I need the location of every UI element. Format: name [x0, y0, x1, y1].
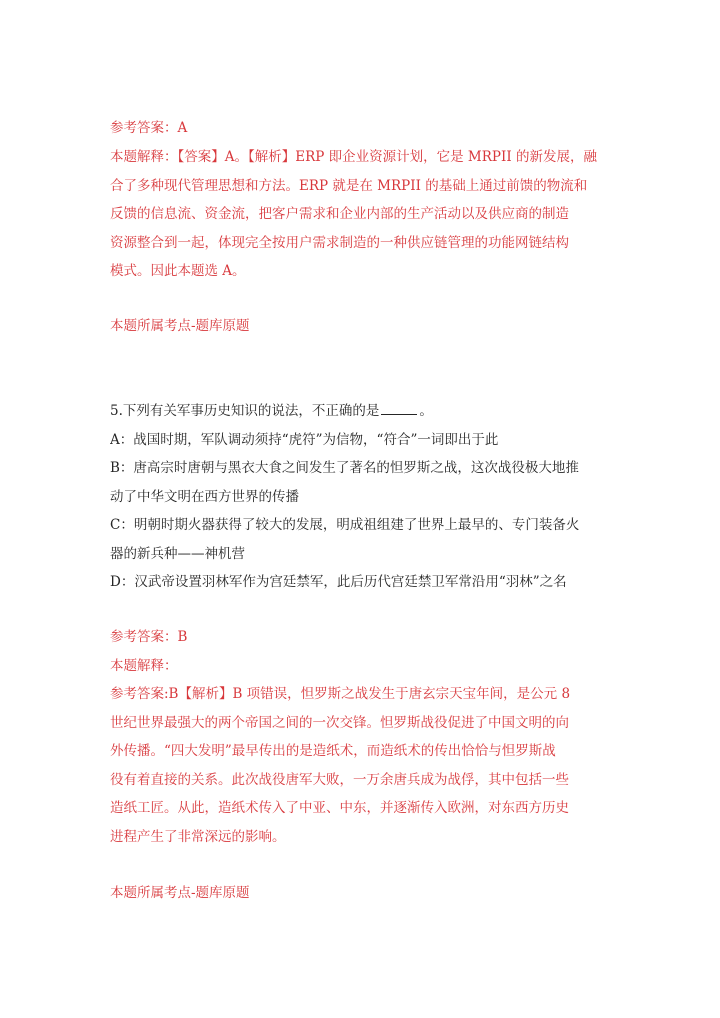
q4-answer-section — [110, 114, 612, 143]
q4-explanation-line: 反馈的信息流、资金流，把客户需求和企业内部的生产活动以及供应商的制造 — [110, 206, 569, 222]
q5-option-c-cont: 器的新兵种——神机营 — [110, 545, 245, 562]
q5-question — [110, 397, 612, 597]
q5-stem-end: 。 — [419, 403, 433, 419]
q4-explanation-line: 合了多种现代管理思想和方法。ERP 就是在 MRPII 的基础上通过前馈的物流和 — [110, 177, 588, 194]
q4-explanation — [110, 143, 612, 286]
q4-explanation-line: 模式。因此本题选 A。 — [110, 263, 246, 279]
q5-explanation-line: 役有着直接的关系。此次战役唐军大败，一万余唐兵成为战俘，其中包括一些 — [110, 771, 569, 788]
q5-explanation-line: 世纪世界最强大的两个帝国之间的一次交锋。怛罗斯战役促进了中国文明的向 — [110, 714, 569, 731]
q4-explanation-line: 本题解释：【答案】A。【解析】ERP 即企业资源计划，它是 MRPII 的新发展，融 — [110, 149, 597, 165]
q5-explanation-line: 参考答案:B【解析】B 项错误，怛罗斯之战发生于唐玄宗天宝年间，是公元 8 — [110, 686, 571, 702]
q5-explanation-label: 本题解释： — [110, 657, 178, 674]
q4-explanation-line: 资源整合到一起，体现完全按用户需求制造的一种供应链管理的功能网链结构 — [110, 234, 569, 251]
q5-explanation-line: 造纸工匠。从此，造纸术传入了中亚、中东，并逐渐传入欧洲，对东西方历史 — [110, 800, 569, 816]
q5-explanation-line: 进程产生了非常深远的影响。 — [110, 828, 286, 845]
q5-blank — [381, 414, 417, 415]
q5-answer-section — [110, 623, 612, 851]
q5-option-b-cont: 动了中华文明在西方世界的传播 — [110, 488, 299, 505]
q5-answer: 参考答案：B — [110, 629, 188, 645]
q5-option-b: B：唐高宗时唐朝与黑衣大食之间发生了著名的怛罗斯之战，这次战役极大地推 — [110, 460, 579, 476]
q4-topic-tag: 本题所属考点-题库原题 — [110, 318, 250, 334]
q5-explanation-line: 外传播。“四大发明”最早传出的是造纸术，而造纸术的传出恰恰与怛罗斯战 — [110, 743, 556, 759]
q4-tag-section — [110, 312, 612, 341]
q5-stem — [110, 397, 612, 426]
q5-option-c: C：明朝时期火器获得了较大的发展，明成祖组建了世界上最早的、专门装备火 — [110, 517, 580, 533]
q4-answer: 参考答案：A — [110, 120, 188, 136]
q5-stem-text: 5.下列有关军事历史知识的说法，不正确的是 — [110, 403, 380, 419]
q5-topic-tag: 本题所属考点-题库原题 — [110, 885, 250, 901]
q5-option-a: A：战国时期，军队调动须持“虎符”为信物，“符合”一词即出于此 — [110, 431, 499, 448]
q5-tag-section — [110, 879, 612, 908]
q5-option-d: D：汉武帝设置羽林军作为宫廷禁军，此后历代宫廷禁卫军常沿用“羽林”之名 — [110, 574, 567, 590]
